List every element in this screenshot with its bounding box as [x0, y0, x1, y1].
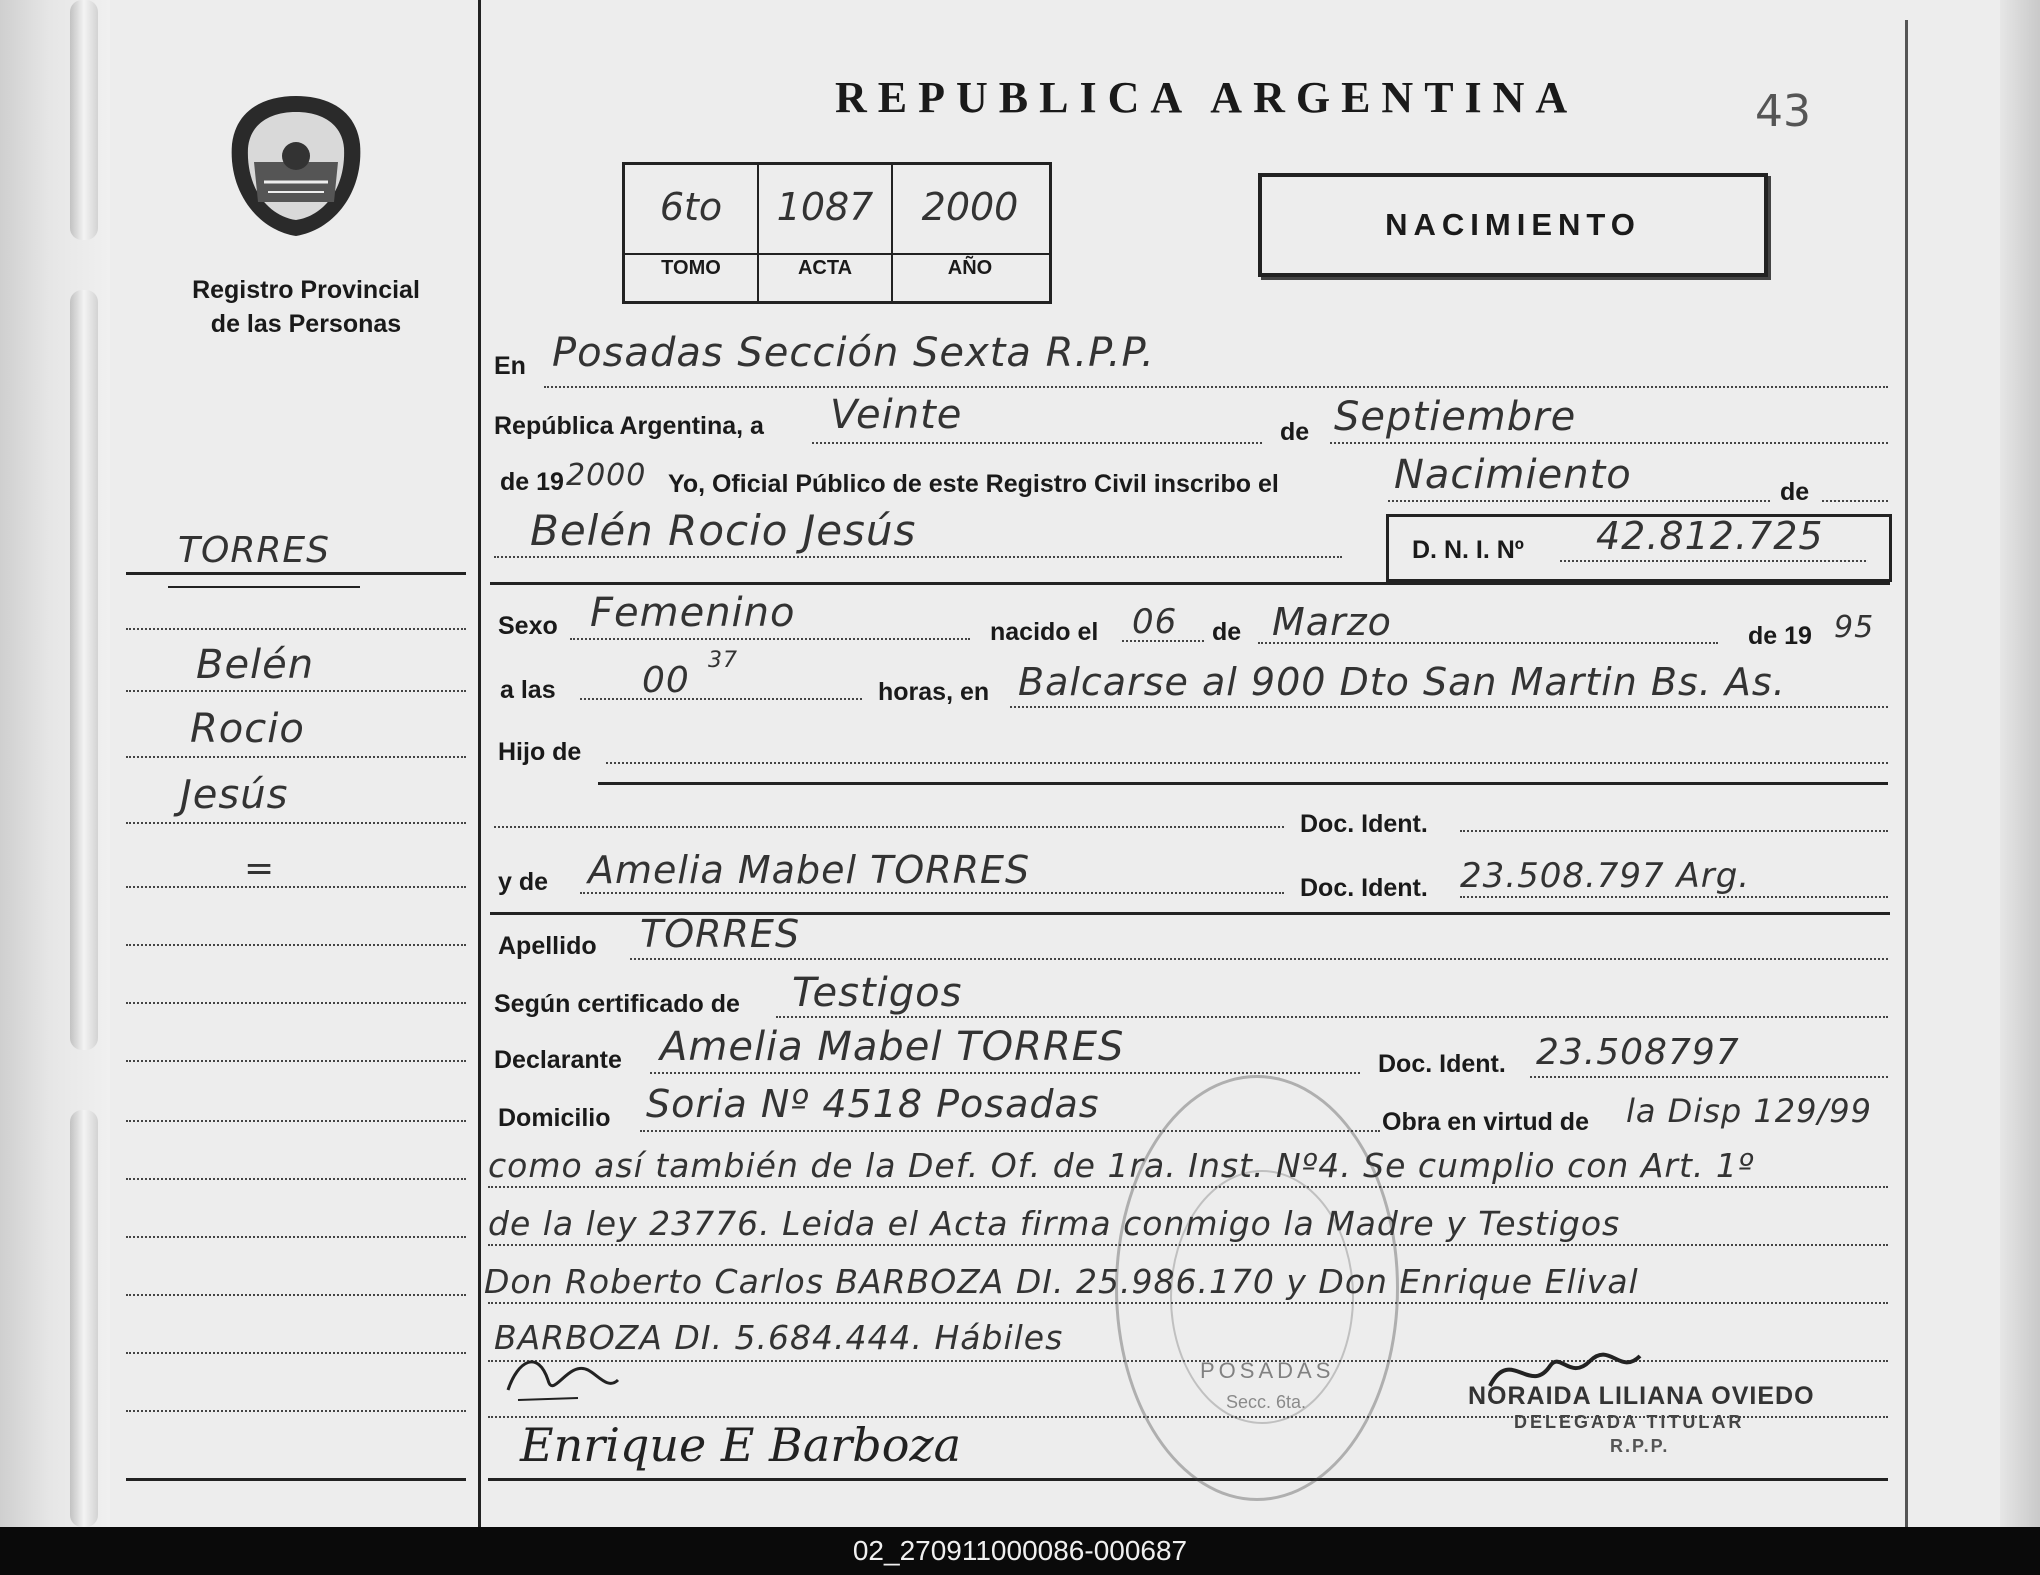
birth-place: Balcarse al 900 Dto San Martin Bs. As. — [1018, 660, 1786, 704]
sexo-line — [570, 638, 970, 640]
left-rule — [126, 944, 466, 946]
declarante-doc-line — [1530, 1076, 1888, 1078]
ano-label: AÑO — [947, 257, 993, 279]
left-rule — [126, 1410, 466, 1412]
left-rule — [126, 1060, 466, 1062]
record-number-box — [622, 162, 1052, 304]
obra-value: la Disp 129/99 — [1626, 1092, 1872, 1130]
tomo-value: 6to — [659, 185, 723, 229]
provincial-seal-icon — [224, 92, 368, 240]
left-rule — [126, 1352, 466, 1354]
birth-month: Marzo — [1272, 600, 1392, 644]
father-doc-line — [1460, 830, 1888, 832]
act-line — [1388, 500, 1770, 502]
en-value: Posadas Sección Sexta R.P.P. — [552, 330, 1155, 376]
left-given-name-2: Rocio — [190, 706, 305, 752]
tomo-label: TOMO — [661, 257, 721, 279]
left-rule — [126, 1236, 466, 1238]
page-edge — [2000, 0, 2040, 1527]
alas-label: a las — [500, 676, 556, 704]
declarante-label: Declarante — [494, 1046, 622, 1074]
birth-time-min: 37 — [708, 648, 738, 673]
mother-doc: 23.508.797 Arg. — [1460, 856, 1751, 896]
person-line — [494, 556, 1342, 558]
official-name: NORAIDA LILIANA OVIEDO — [1468, 1382, 1815, 1410]
record-type-box: NACIMIENTO — [1258, 173, 1768, 277]
tomo-cell — [625, 165, 759, 301]
birth-month-line — [1258, 642, 1718, 644]
apellido-value: TORRES — [640, 912, 801, 956]
dni-value: 42.812.725 — [1596, 514, 1824, 558]
obra-label: Obra en virtud de — [1382, 1108, 1589, 1136]
de-label-3: de — [1212, 618, 1242, 646]
note-line-2: de la ley 23776. Leida el Acta firma conmigo la Madre y Testigos — [488, 1204, 1621, 1243]
time-line — [580, 698, 862, 700]
mother-line — [580, 892, 1284, 894]
footer-identifier: 02_270911000086-000687 — [852, 1535, 1188, 1566]
declarante-line — [650, 1072, 1360, 1074]
declarante-value: Amelia Mabel TORRES — [660, 1024, 1125, 1070]
republica-label: República Argentina, a — [494, 412, 764, 440]
acta-cell — [759, 165, 893, 301]
left-rule — [126, 1120, 466, 1122]
domicilio-label: Domicilio — [498, 1104, 611, 1132]
official-title: DELEGADA TITULAR — [1514, 1412, 1745, 1432]
stamp-section: Secc. 6ta. — [1226, 1392, 1307, 1412]
year-value: 2000 — [566, 458, 647, 493]
note-line-1: como así también de la Def. Of. de 1ra. Inst. Nº4. Se cumplio con Art. 1º — [488, 1146, 1755, 1185]
left-rule — [126, 1294, 466, 1296]
mother-doc-line — [1460, 896, 1888, 898]
birth-day-line — [1122, 640, 1204, 642]
birth-place-line — [1010, 706, 1888, 708]
left-rule — [126, 690, 466, 692]
note-line-4: BARBOZA DI. 5.684.444. Hábiles — [494, 1318, 1064, 1357]
de19-label-2: de 19 — [1748, 622, 1812, 650]
left-rule-bottom — [126, 1478, 466, 1481]
hijo-line — [606, 762, 1888, 764]
sexo-label: Sexo — [498, 612, 558, 640]
month-value: Septiembre — [1334, 394, 1577, 440]
hijo-underline — [598, 782, 1888, 785]
right-border-line — [1905, 20, 1908, 1527]
act-value: Nacimiento — [1394, 452, 1632, 498]
stamp-inner-ring — [1170, 1170, 1354, 1424]
en-line — [544, 386, 1888, 388]
segun-value: Testigos — [792, 970, 963, 1016]
note-line-3: Don Roberto Carlos BARBOZA DI. 25.986.170 y Don Enrique Elival — [484, 1262, 1639, 1301]
dni-label: D. N. I. Nº — [1412, 536, 1524, 564]
left-rule — [126, 822, 466, 824]
declarante-doc: 23.508797 — [1536, 1032, 1740, 1073]
mother-signature-icon — [498, 1340, 628, 1420]
birth-day: 06 — [1132, 602, 1178, 642]
acta-label: ACTA — [797, 257, 853, 279]
ano-value: 2000 — [921, 185, 1019, 229]
yde-label: y de — [498, 868, 549, 896]
ano-cell — [893, 165, 1047, 301]
de19-label: de 19 — [500, 468, 564, 496]
left-given-name-1: Belén — [196, 642, 315, 688]
segun-line — [776, 1016, 1888, 1018]
declarante-doc-label: Doc. Ident. — [1378, 1050, 1506, 1078]
left-rule — [126, 1178, 466, 1180]
registry-name-line1: Registro Provincial — [192, 276, 420, 304]
left-ditto-mark: = — [244, 848, 276, 889]
day-value: Veinte — [830, 392, 963, 438]
left-underline-short — [168, 586, 360, 588]
left-rule — [126, 756, 466, 758]
day-line — [812, 442, 1262, 444]
left-given-name-3: Jesús — [180, 772, 289, 818]
segun-label: Según certificado de — [494, 990, 740, 1018]
official-unit: R.P.P. — [1610, 1436, 1670, 1456]
birth-time: 00 — [642, 660, 690, 701]
left-rule — [126, 886, 466, 888]
mother-doc-label: Doc. Ident. — [1300, 874, 1428, 902]
person-name: Belén Rocio Jesús — [530, 506, 917, 555]
left-underline — [126, 572, 466, 575]
left-rule — [126, 628, 466, 630]
sexo-value: Femenino — [590, 590, 796, 636]
father-line — [494, 826, 1284, 828]
horas-label: horas, en — [878, 678, 990, 706]
official-text: Yo, Oficial Público de este Registro Civil inscribo el — [668, 470, 1279, 498]
apellido-label: Apellido — [498, 932, 597, 960]
page-number: 43 — [1755, 86, 1811, 137]
stamp-city: POSADAS — [1200, 1358, 1335, 1383]
registry-name-line2: de las Personas — [210, 310, 402, 338]
de-line — [1822, 500, 1888, 502]
de-label: de — [1280, 418, 1310, 446]
nacido-label: nacido el — [990, 618, 1099, 646]
acta-value: 1087 — [776, 185, 874, 229]
de-label-2: de — [1780, 478, 1810, 506]
bottom-rule — [488, 1478, 1888, 1481]
en-label: En — [494, 352, 526, 380]
domicilio-value: Soria Nº 4518 Posadas — [646, 1082, 1100, 1126]
month-line — [1330, 442, 1888, 444]
left-surname: TORRES — [178, 530, 330, 571]
dni-line — [1560, 560, 1866, 562]
birth-year: 95 — [1834, 610, 1875, 645]
left-rule — [126, 1002, 466, 1004]
hijo-label: Hijo de — [498, 738, 582, 766]
father-doc-label: Doc. Ident. — [1300, 810, 1428, 838]
mother-name: Amelia Mabel TORRES — [588, 848, 1031, 892]
document-title: REPUBLICA ARGENTINA — [835, 73, 1579, 122]
apellido-line — [630, 958, 1888, 960]
section-divider — [490, 582, 1890, 585]
witness-signature: Enrique E Barboza — [520, 1418, 962, 1472]
